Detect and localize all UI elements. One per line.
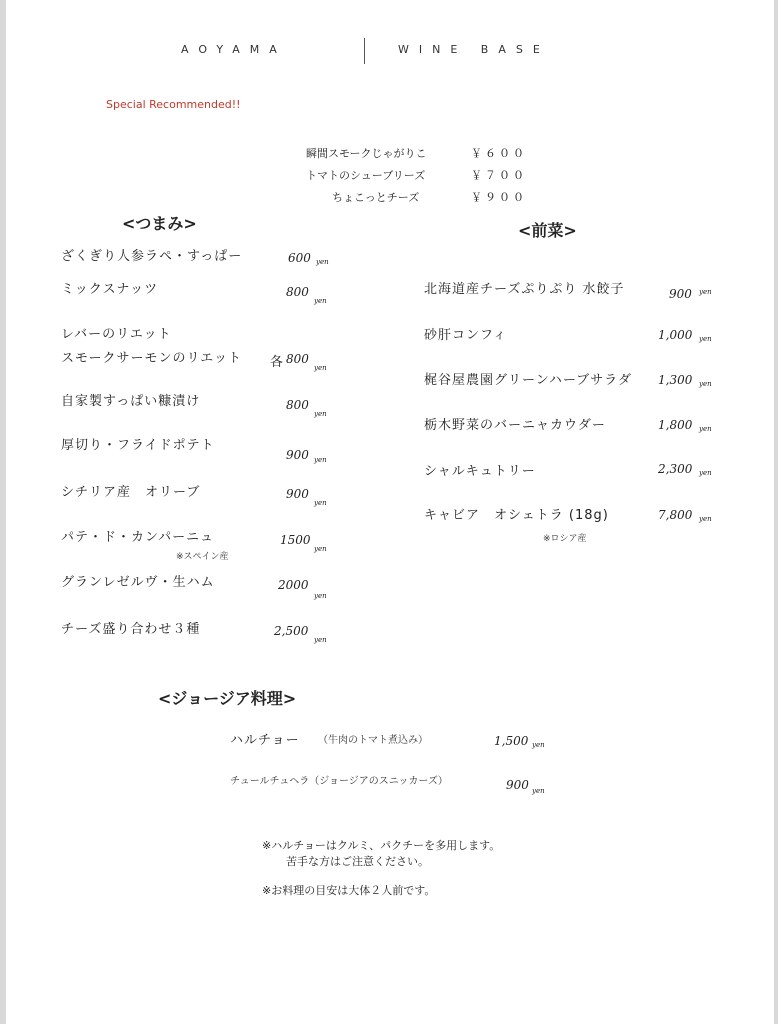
menu-item-name: ミックスナッツ (61, 282, 159, 297)
menu-item-name: 栃木野菜のバーニャカウダー (424, 418, 606, 433)
special-item-name: トマトのシューブリーズ (306, 169, 426, 182)
menu-item-price: 900 (286, 448, 309, 462)
menu-item-name-second: スモークサーモンのリエット (61, 351, 242, 366)
menu-item-price: 1,000 (658, 328, 693, 342)
menu-item-unit: yen (314, 636, 327, 644)
special-item-name: ちょこっとチーズ (332, 191, 420, 204)
footer-note: ※お料理の目安は大体２人前です。 (262, 884, 436, 897)
menu-item-name: チーズ盛り合わせ３種 (61, 622, 201, 637)
menu-item-name: 砂肝コンフィ (424, 328, 507, 343)
menu-item-name: キャビア オシェトラ (18g) (424, 508, 609, 523)
menu-item-unit: yen (314, 364, 327, 372)
menu-item-unit: yen (699, 515, 712, 523)
menu-page (6, 0, 774, 1024)
menu-item-price: 800 (286, 398, 309, 412)
menu-item-unit: yen (699, 288, 712, 296)
menu-item-price: 800 (286, 352, 309, 366)
menu-item-name: 厚切り・フライドポテト (61, 438, 215, 453)
header-divider (364, 38, 365, 64)
menu-item-price: 1,300 (658, 373, 693, 387)
menu-item-unit: yen (314, 499, 327, 507)
menu-item-name: 北海道産チーズぷりぷり 水餃子 (424, 282, 625, 297)
menu-item-price: 1,800 (658, 418, 693, 432)
menu-item-note: ※ロシア産 (543, 534, 587, 544)
menu-item-price: 2,300 (658, 462, 693, 476)
special-item-name: 瞬間スモークじゃがりこ (306, 147, 427, 160)
menu-item-prefix: 各 (270, 355, 285, 370)
menu-item-unit: yen (699, 380, 712, 388)
menu-item-unit: yen (314, 456, 327, 464)
section-heading-zensai: <前菜> (518, 221, 577, 240)
menu-item-name: パテ・ド・カンパーニュ (61, 530, 215, 545)
menu-item-price: 600 (288, 251, 311, 265)
menu-item-unit: yen (314, 592, 327, 600)
menu-item-price: 1,500 (494, 734, 529, 748)
menu-item-unit: yen (699, 425, 712, 433)
menu-item-price: 1500 (280, 533, 311, 547)
menu-item-name: ハルチョー (230, 733, 300, 748)
menu-item-name: ざくぎり人参ラペ・すっぱー (61, 249, 243, 264)
menu-item-note: ※スペイン産 (176, 552, 229, 562)
menu-item-price: 2000 (278, 578, 309, 592)
menu-item-unit: yen (532, 787, 545, 795)
menu-item-unit: yen (532, 741, 545, 749)
menu-item-price: 2,500 (274, 624, 309, 638)
menu-item-unit: yen (699, 335, 712, 343)
special-item-price: ￥７００ (471, 169, 527, 182)
footer-note: ※ハルチョーはクルミ、パクチーを多用します。 (262, 839, 501, 852)
menu-item-name: シャルキュトリー (424, 464, 536, 479)
menu-item-name: 梶谷屋農園グリーンハーブサラダ (424, 373, 633, 388)
menu-item-unit: yen (314, 545, 327, 553)
menu-item-unit: yen (699, 469, 712, 477)
menu-item-price: 900 (506, 778, 529, 792)
menu-item-price: 7,800 (658, 508, 693, 522)
footer-note: 苦手な方はご注意ください。 (286, 855, 429, 868)
menu-item-price: 900 (286, 487, 309, 501)
menu-item-name: シチリア産 オリーブ (61, 485, 201, 500)
section-heading-georgia: <ジョージア料理> (158, 689, 297, 708)
menu-item-name: 自家製すっぱい糠漬け (61, 394, 201, 409)
menu-item-name: チュールチュヘラ（ジョージアのスニッカーズ） (230, 776, 448, 787)
special-item-price: ￥６００ (471, 147, 527, 160)
menu-item-unit: yen (314, 410, 327, 418)
menu-item-price: 800 (286, 285, 309, 299)
menu-item-price: 900 (669, 287, 692, 301)
menu-item-name: グランレゼルヴ・生ハム (61, 575, 215, 590)
menu-item-desc: （牛肉のトマト煮込み） (318, 735, 428, 746)
brand-right: WINE BASE (398, 43, 550, 56)
special-label: Special Recommended!! (106, 98, 241, 111)
menu-item-unit: yen (316, 258, 329, 266)
brand-left: AOYAMA (181, 43, 287, 56)
special-item-price: ￥９００ (471, 191, 527, 204)
section-heading-tsumami: <つまみ> (122, 214, 197, 233)
menu-item-name: レバーのリエット (61, 327, 172, 342)
menu-item-unit: yen (314, 297, 327, 305)
